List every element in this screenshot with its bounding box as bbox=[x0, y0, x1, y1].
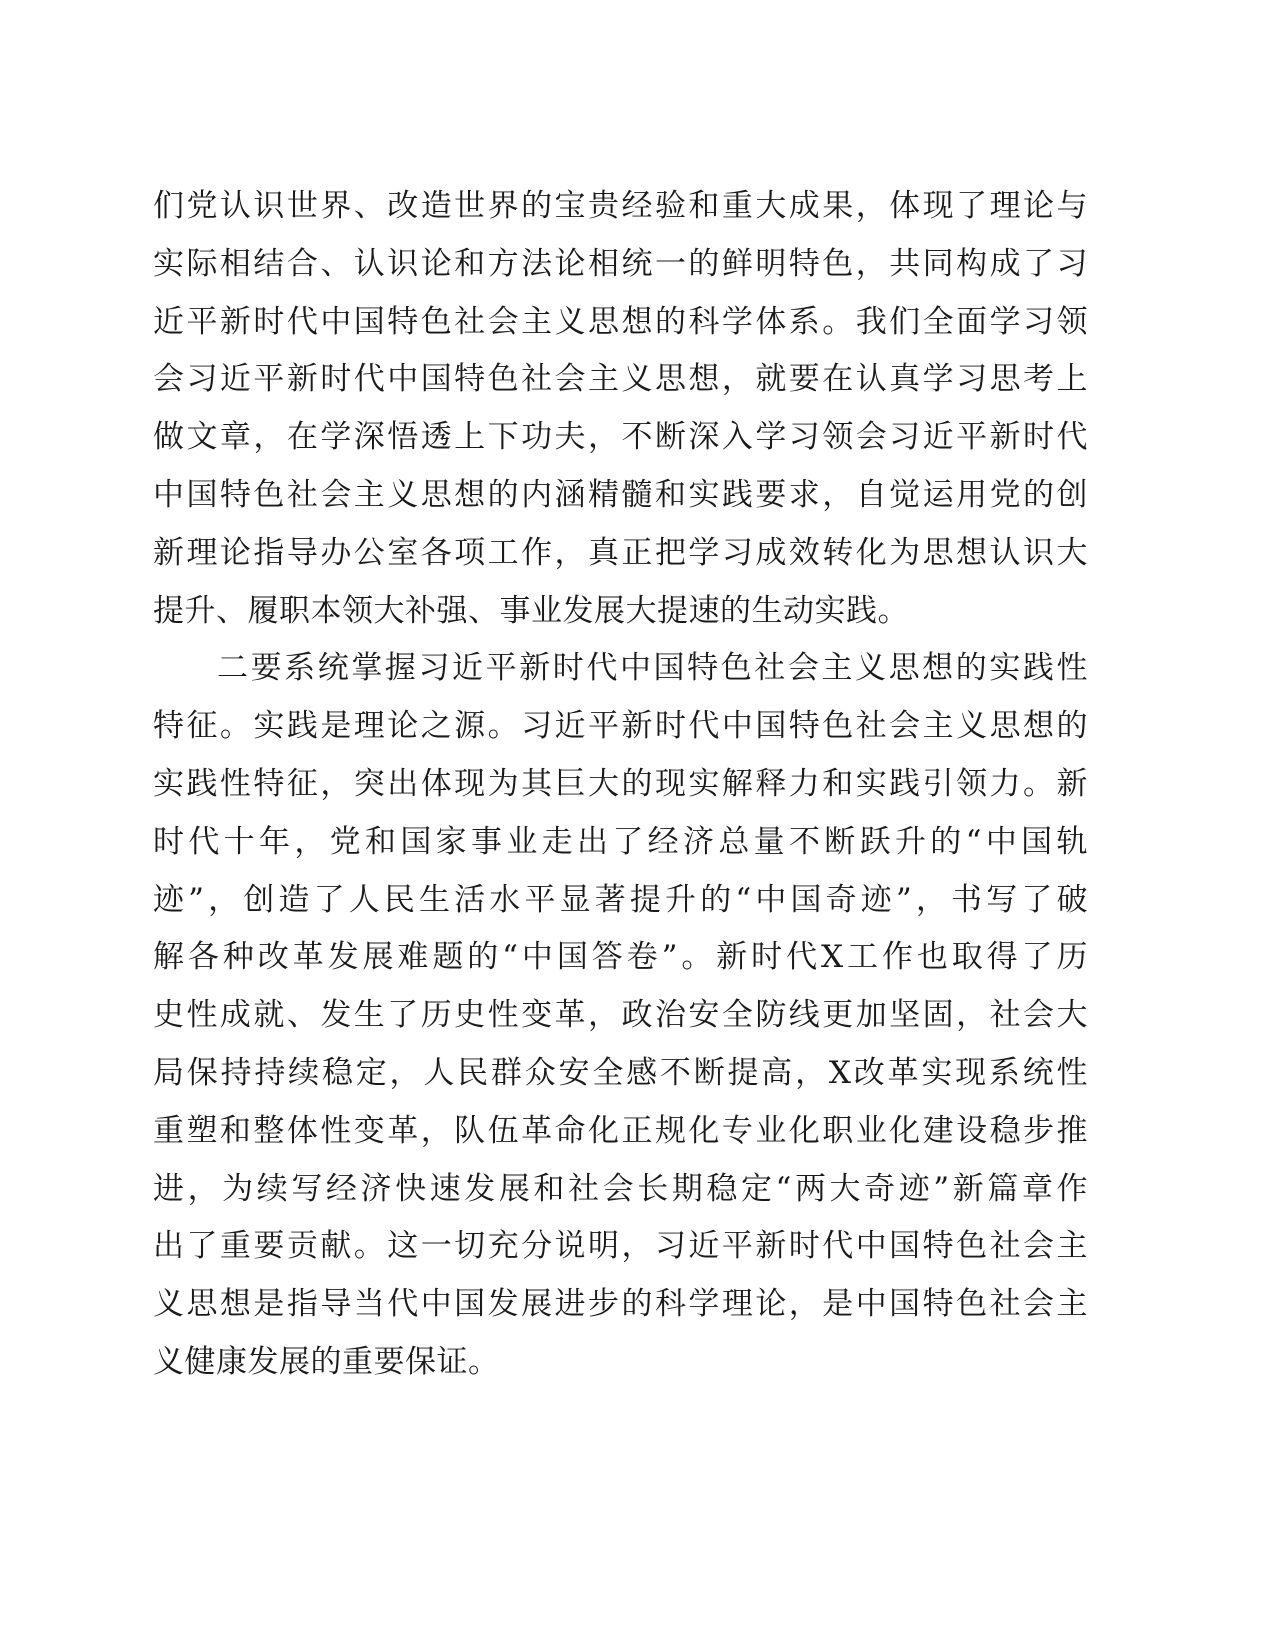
text-line: 二要系统掌握习近平新时代中国特色社会主义思想的实践性 bbox=[217, 650, 1088, 687]
text-line: 重塑和整体性变革，队伍革命化正规化专业化职业化建设稳步推 bbox=[153, 1112, 1088, 1149]
text-line: 局保持持续稳定，人民群众安全感不断提高，X改革实现系统性 bbox=[153, 1054, 1088, 1091]
text-line: 时代十年，党和国家事业走出了经济总量不断跃升的“中国轨 bbox=[153, 823, 1088, 860]
text-line: 会习近平新时代中国特色社会主义思想，就要在认真学习思考上 bbox=[153, 361, 1088, 398]
text-line: 出了重要贡献。这一切充分说明，习近平新时代中国特色社会主 bbox=[153, 1228, 1088, 1265]
text-line: 义健康发展的重要保证。 bbox=[153, 1343, 500, 1380]
text-line: 义思想是指导当代中国发展进步的科学理论，是中国特色社会主 bbox=[153, 1286, 1088, 1323]
text-line: 中国特色社会主义思想的内涵精髓和实践要求，自觉运用党的创 bbox=[153, 476, 1088, 513]
text-line: 新理论指导办公室各项工作，真正把学习成效转化为思想认识大 bbox=[153, 534, 1088, 571]
text-line: 实际相结合、认识论和方法论相统一的鲜明特色，共同构成了习 bbox=[153, 245, 1088, 282]
text-line: 实践性特征，突出体现为其巨大的现实解释力和实践引领力。新 bbox=[153, 765, 1088, 802]
text-line: 进，为续写经济快速发展和社会长期稳定“两大奇迹”新篇章作 bbox=[153, 1170, 1088, 1207]
text-line: 史性成就、发生了历史性变革，政治安全防线更加坚固，社会大 bbox=[153, 997, 1088, 1034]
text-line: 解各种改革发展难题的“中国答卷”。新时代X工作也取得了历 bbox=[153, 939, 1088, 976]
text-line: 近平新时代中国特色社会主义思想的科学体系。我们全面学习领 bbox=[153, 303, 1088, 340]
text-line: 迹”，创造了人民生活水平显著提升的“中国奇迹”，书写了破 bbox=[153, 881, 1088, 918]
text-line: 们党认识世界、改造世界的宝贵经验和重大成果，体现了理论与 bbox=[153, 188, 1088, 224]
text-line: 提升、履职本领大补强、事业发展大提速的生动实践。 bbox=[153, 592, 909, 629]
text-line: 特征。实践是理论之源。习近平新时代中国特色社会主义思想的 bbox=[153, 708, 1088, 745]
text-line: 做文章，在学深悟透上下功夫，不断深入学习领会习近平新时代 bbox=[153, 419, 1088, 456]
body-text bbox=[153, 178, 1088, 1392]
